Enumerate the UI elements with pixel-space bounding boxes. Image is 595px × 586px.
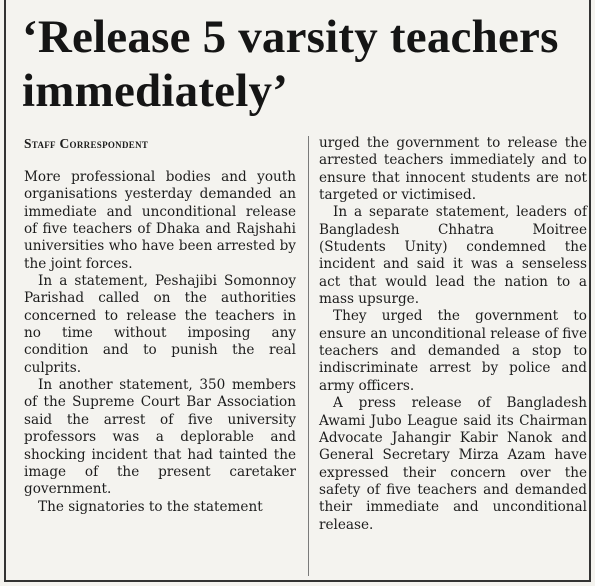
article-clipping bbox=[4, 0, 591, 582]
paragraph: urged the government to release the arrested teachers immediately and to ensure that innocent students are not targeted or victimised. bbox=[319, 135, 587, 204]
column-divider bbox=[308, 136, 309, 576]
paragraph: A press release of Bangladesh Awami Jubo League said its Chairman Advocate Jahangir Kabir Nanok and General Secretary Mirza Azam have expressed their concern over the safety of five teachers and demanded their immediate and unconditional release. bbox=[319, 395, 587, 533]
paragraph: In a separate statement, leaders of Bangladesh Chhatra Moitree (Students Unity) condemned the incident and said it was a senseless act that would lead the nation to a mass upsurge. bbox=[319, 204, 587, 308]
paragraph: In a statement, Peshajibi Somonnoy Parishad called on the authorities concerned to release the teachers in no time without imposing any condition and to punish the real culprits. bbox=[24, 273, 296, 376]
headline: ‘Release 5 varsity teachers immediately’ bbox=[22, 11, 559, 117]
paragraph: They urged the government to ensure an unconditional release of five teachers and demanded a stop to indiscriminate arrest by police and army officers. bbox=[319, 308, 587, 394]
article-column-left bbox=[24, 136, 296, 516]
byline: Staff Correspondent bbox=[24, 136, 149, 151]
paragraph: The signatories to the statement bbox=[38, 498, 263, 515]
article-column-right bbox=[319, 135, 587, 534]
paragraph: More professional bodies and youth organisations yesterday demanded an immediate and unconditional release of five teachers of Dhaka and Rajshahi universities who have been arrested by the joint forces. bbox=[24, 169, 296, 272]
paragraph: In another statement, 350 members of the Supreme Court Bar Association said the arrest of five university professors was a deplorable and shocking incident that had tainted the image of the present caretaker government. bbox=[24, 377, 296, 498]
